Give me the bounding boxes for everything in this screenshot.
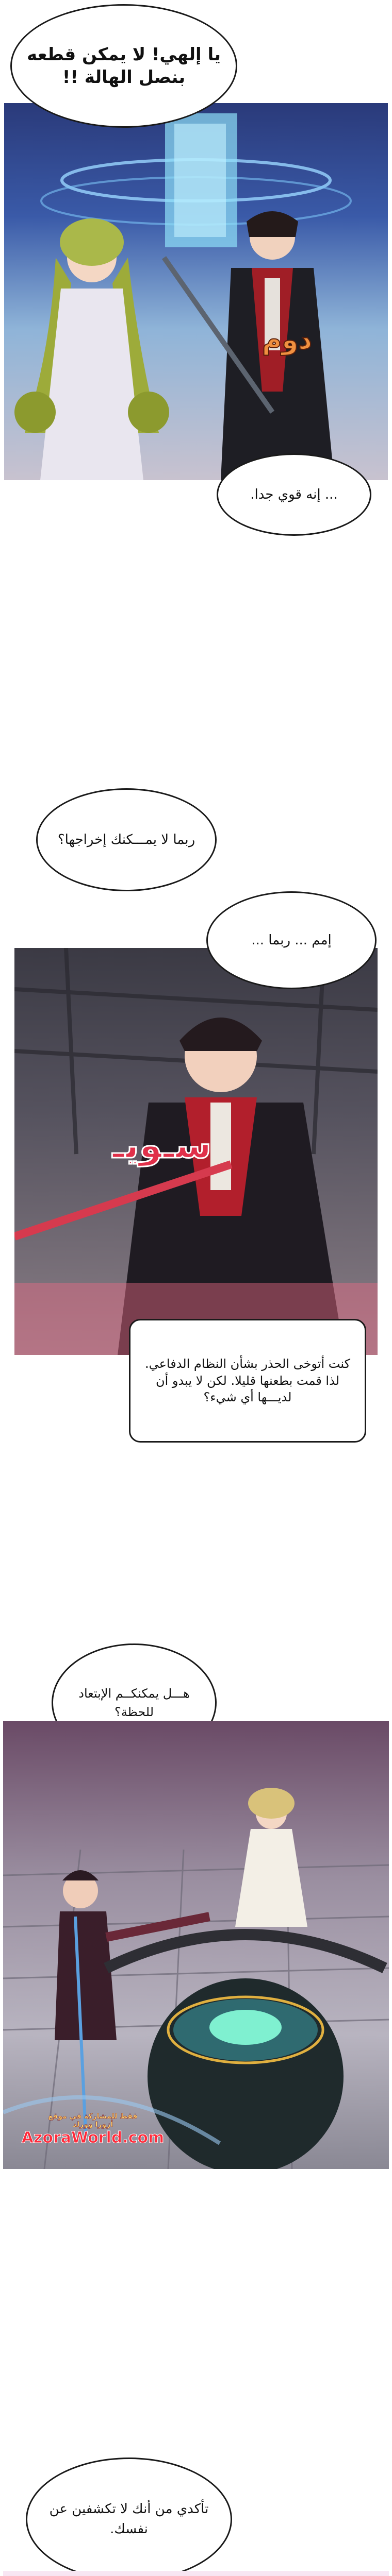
narration-text-p3: كنت أتوخى الحذر بشأن النظام الدفاعي. لذا قمت بطعنها قليلا. لكن لا يبدو أن لديـــها أي شيء؟ [144, 1357, 351, 1405]
panel-4 [3, 2571, 389, 2576]
speech-text-p3b: إمم ... ربما ... [251, 933, 332, 948]
watermark-azora [10, 2112, 175, 2147]
panel-1 [4, 103, 388, 480]
sfx-dum: دوم [262, 325, 313, 355]
speech-text-p1: يا إلهي! لا يمكن قطعه بنصل الهالة !! [26, 44, 221, 88]
speech-text-p4: هـــل يمكنكــم الإبتعاد للحظة؟ [78, 1686, 190, 1719]
narration-box-p3 [129, 1319, 366, 1443]
speech-text-p5: تأكدي من أنك لا تكشفين عن نفسك. [49, 2501, 209, 2537]
panel-4-art [3, 2571, 389, 2576]
watermark-line-2: أزورا وورلد [72, 2121, 113, 2129]
speech-text-p3a: ربما لا يمـــكنك إخراجها؟ [57, 832, 195, 848]
speech-bubble-p3b [206, 891, 377, 989]
panel-3-art [3, 1721, 389, 2169]
speech-text-p2: ... إنه قوي جدا. [250, 487, 338, 502]
watermark-line-1: فقط للمشاركة في موقع [48, 2112, 138, 2121]
watermark-line-3: AzoraWorld.com [21, 2129, 165, 2147]
sfx-swoosh: سـويـ [112, 1123, 212, 1166]
panel-1-art [4, 103, 388, 480]
speech-bubble-p3a [36, 788, 217, 891]
speech-bubble-p5 [26, 2458, 232, 2576]
speech-bubble-p1 [10, 4, 237, 128]
panel-3 [3, 1721, 389, 2169]
panel-2 [14, 948, 378, 1355]
speech-bubble-p2 [217, 453, 371, 536]
